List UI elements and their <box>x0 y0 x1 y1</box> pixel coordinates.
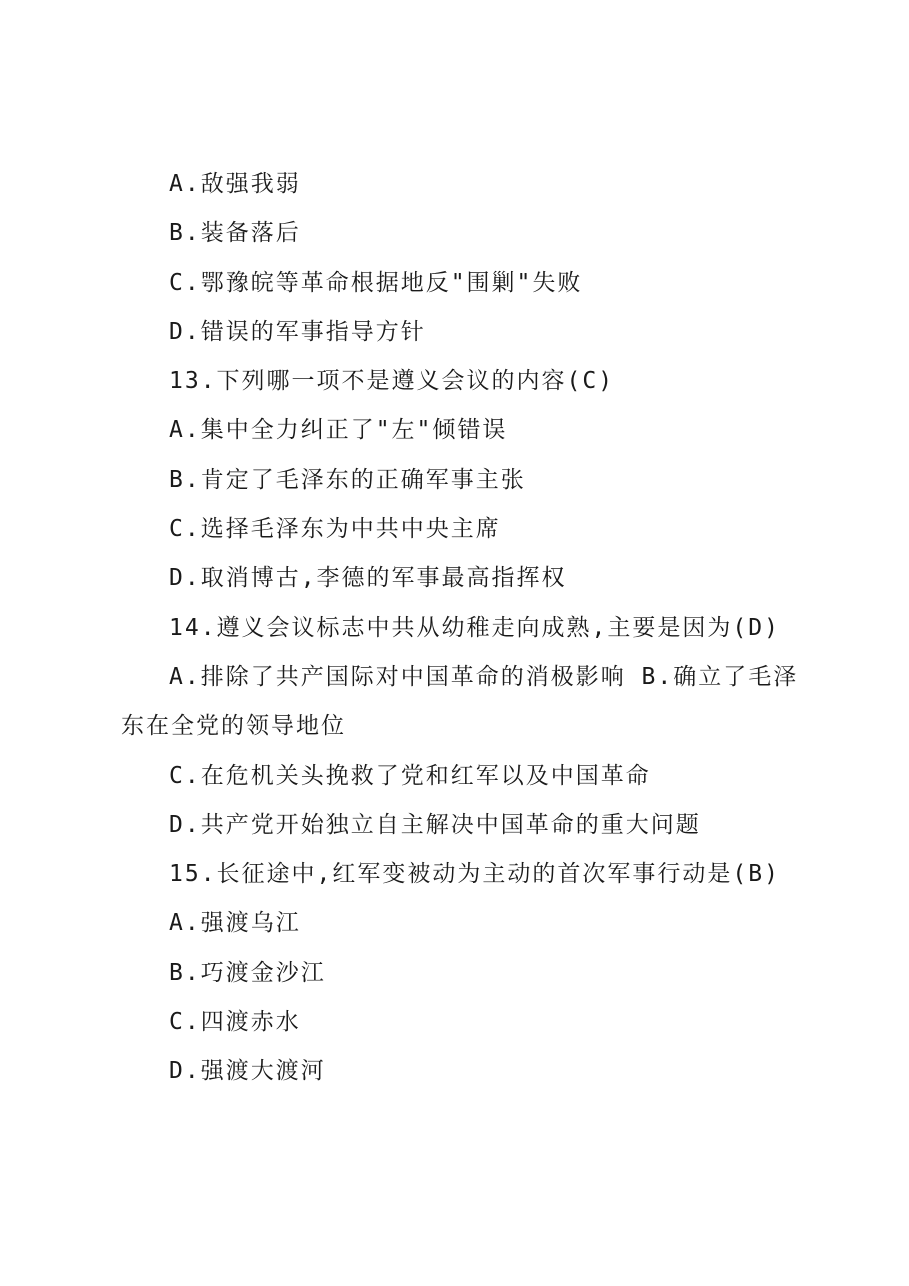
option-c-text: C.四渡赤水 <box>169 1009 301 1036</box>
option-b-text: B.巧渡金沙江 <box>169 959 326 986</box>
option-a-text: A.敌强我弱 <box>169 171 301 197</box>
document-body <box>121 160 801 1097</box>
option-a-text: A.集中全力纠正了"左"倾错误 <box>169 417 508 444</box>
option-a-text: A.强渡乌江 <box>169 910 301 937</box>
option-b-text: B.装备落后 <box>169 220 301 247</box>
option-b-text: B.肯定了毛泽东的正确军事主张 <box>169 466 526 493</box>
option-c-text: C.鄂豫皖等革命根据地反"围剿"失败 <box>169 269 583 296</box>
option-d-text: D.强渡大渡河 <box>169 1058 326 1085</box>
option-d-text: D.取消博古,李德的军事最高指挥权 <box>169 565 567 592</box>
option-ab-text: A.排除了共产国际对中国革命的消极影响 B.确立了毛泽东在全党的领导地位 <box>121 663 799 740</box>
option-c-text: C.在危机关头挽救了党和红军以及中国革命 <box>169 762 651 789</box>
question-15: 15.长征途中,红军变被动为主动的首次军事行动是(B) <box>169 861 780 888</box>
option-d-text: D.错误的军事指导方针 <box>169 318 426 345</box>
option-c-text: C.选择毛泽东为中共中央主席 <box>169 516 501 543</box>
option-d-text: D.共产党开始独立自主解决中国革命的重大问题 <box>169 811 701 838</box>
question-14: 14.遵义会议标志中共从幼稚走向成熟,主要是因为(D) <box>169 614 780 641</box>
question-13: 13.下列哪一项不是遵义会议的内容(C) <box>169 368 615 395</box>
